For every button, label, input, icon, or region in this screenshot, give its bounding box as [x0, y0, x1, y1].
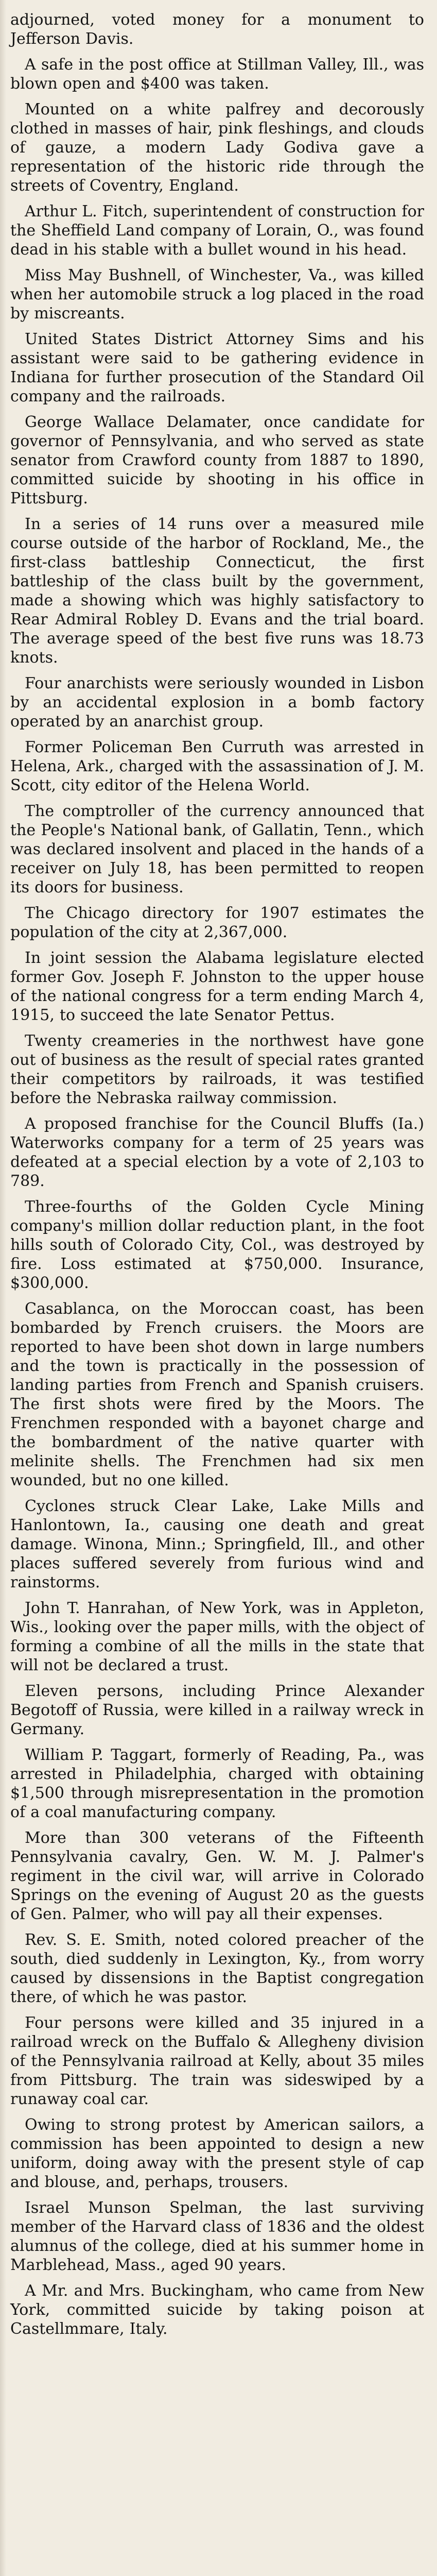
- news-item: Rev. S. E. Smith, noted colored preacher of the south, died suddenly in Lexington, Ky., from worry caused by dissensions in the Baptist congregation there, of which he was pastor.: [10, 1931, 424, 2006]
- news-item: Twenty creameries in the northwest have gone out of business as the result of special rates granted their competitors by railroads, it was testified before the Nebraska railway commission.: [10, 1032, 424, 1107]
- news-item: Mounted on a white palfrey and decorously clothed in masses of hair, pink fleshings, and clouds of gauze, a modern Lady Godiva gave a representation of the historic ride through the streets of Coventry, England.: [10, 100, 424, 195]
- news-item: William P. Taggart, formerly of Reading, Pa., was arrested in Philadelphia, charged with obtaining $1,500 through misrepresentation in the promotion of a coal manufacturing company.: [10, 1746, 424, 1821]
- news-column: [10, 10, 424, 2345]
- news-item: The Chicago directory for 1907 estimates the population of the city at 2,367,000.: [10, 904, 424, 941]
- news-item: Eleven persons, including Prince Alexander Begotoff of Russia, were killed in a railway wreck in Germany.: [10, 1682, 424, 1738]
- news-item: A safe in the post office at Stillman Valley, Ill., was blown open and $400 was taken.: [10, 56, 424, 93]
- news-item: United States District Attorney Sims and his assistant were said to be gathering evidence in Indiana for further prosecution of the Standard Oil company and the railroads.: [10, 330, 424, 405]
- news-item: John T. Hanrahan, of New York, was in Appleton, Wis., looking over the paper mills, with the object of forming a combine of all the mills in the state that will not be declared a trust.: [10, 1599, 424, 1674]
- news-item: adjourned, voted money for a monument to Jefferson Davis.: [10, 11, 424, 48]
- news-item: George Wallace Delamater, once candidate for governor of Pennsylvania, and who served as state senator from Crawford county from 1887 to 1890, committed suicide by shooting in his office in Pittsburg.: [10, 413, 424, 507]
- news-item: Owing to strong protest by American sailors, a commission has been appointed to design a new uniform, doing away with the present style of cap and blouse, and, perhaps, trousers.: [10, 2116, 424, 2191]
- news-item: In joint session the Alabama legislature elected former Gov. Joseph F. Johnston to the upper house of the national congress for a term ending March 4, 1915, to succeed the late Senator Pettus.: [10, 949, 424, 1024]
- news-item: Israel Munson Spelman, the last surviving member of the Harvard class of 1836 and the oldest alumnus of the college, died at his summer home in Marblehead, Mass., aged 90 years.: [10, 2199, 424, 2274]
- news-item: A proposed franchise for the Council Bluffs (Ia.) Waterworks company for a term of 25 years was defeated at a special election by a vote of 2,103 to 789.: [10, 1115, 424, 1190]
- news-item: More than 300 veterans of the Fifteenth Pennsylvania cavalry, Gen. W. M. J. Palmer's regiment in the civil war, will arrive in Colorado Springs on the evening of August 20 as the guests of Gen. Palmer, who will pay all their expenses.: [10, 1829, 424, 1923]
- news-item: Arthur L. Fitch, superintendent of construction for the Sheffield Land company of Lorain, O., was found dead in his stable with a bullet wound in his head.: [10, 202, 424, 259]
- news-item: Three-fourths of the Golden Cycle Mining company's million dollar reduction plant, in the foot hills south of Colorado City, Col., was destroyed by fire. Loss estimated at $750,000. Insurance, $300,000.: [10, 1198, 424, 1292]
- column-divider: [0, 0, 6, 2576]
- news-item: A Mr. and Mrs. Buckingham, who came from New York, committed suicide by taking poison at Castellmmare, Italy.: [10, 2282, 424, 2338]
- news-item: Former Policeman Ben Curruth was arrested in Helena, Ark., charged with the assassination of J. M. Scott, city editor of the Helena World.: [10, 738, 424, 794]
- news-item: Cyclones struck Clear Lake, Lake Mills and Hanlontown, Ia., causing one death and great damage. Winona, Minn.; Springfield, Ill., and other places suffered severely from furious wind and rainstorms.: [10, 1497, 424, 1591]
- news-item: Four anarchists were seriously wounded in Lisbon by an accidental explosion in a bomb factory operated by an anarchist group.: [10, 674, 424, 731]
- news-item: The comptroller of the currency announced that the People's National bank, of Gallatin, Tenn., which was declared insolvent and placed in the hands of a receiver on July 18, has been permitted to reopen its doors for business.: [10, 802, 424, 896]
- news-item: In a series of 14 runs over a measured mile course outside of the harbor of Rockland, Me., the first-class battleship Connecticut, the first battleship of the class built by the government, made a showing which was highly satisfactory to Rear Admiral Robley D. Evans and the trial board. The average speed of the best five runs was 18.73 knots.: [10, 515, 424, 667]
- news-item: Casablanca, on the Moroccan coast, has been bombarded by French cruisers. the Moors are reported to have been shot down in large numbers and the town is practically in the possession of landing parties from French and Spanish cruisers. The first shots were fired by the Moors. The Frenchmen responded with a bayonet charge and the bombardment of the native quarter with melinite shells. The Frenchmen had six men wounded, but no one killed.: [10, 1300, 424, 1489]
- news-item: Miss May Bushnell, of Winchester, Va., was killed when her automobile struck a log placed in the road by miscreants.: [10, 266, 424, 323]
- news-item: Four persons were killed and 35 injured in a railroad wreck on the Buffalo & Allegheny division of the Pennsylvania railroad at Kelly, about 35 miles from Pittsburg. The train was sideswiped by a runaway coal car.: [10, 2014, 424, 2108]
